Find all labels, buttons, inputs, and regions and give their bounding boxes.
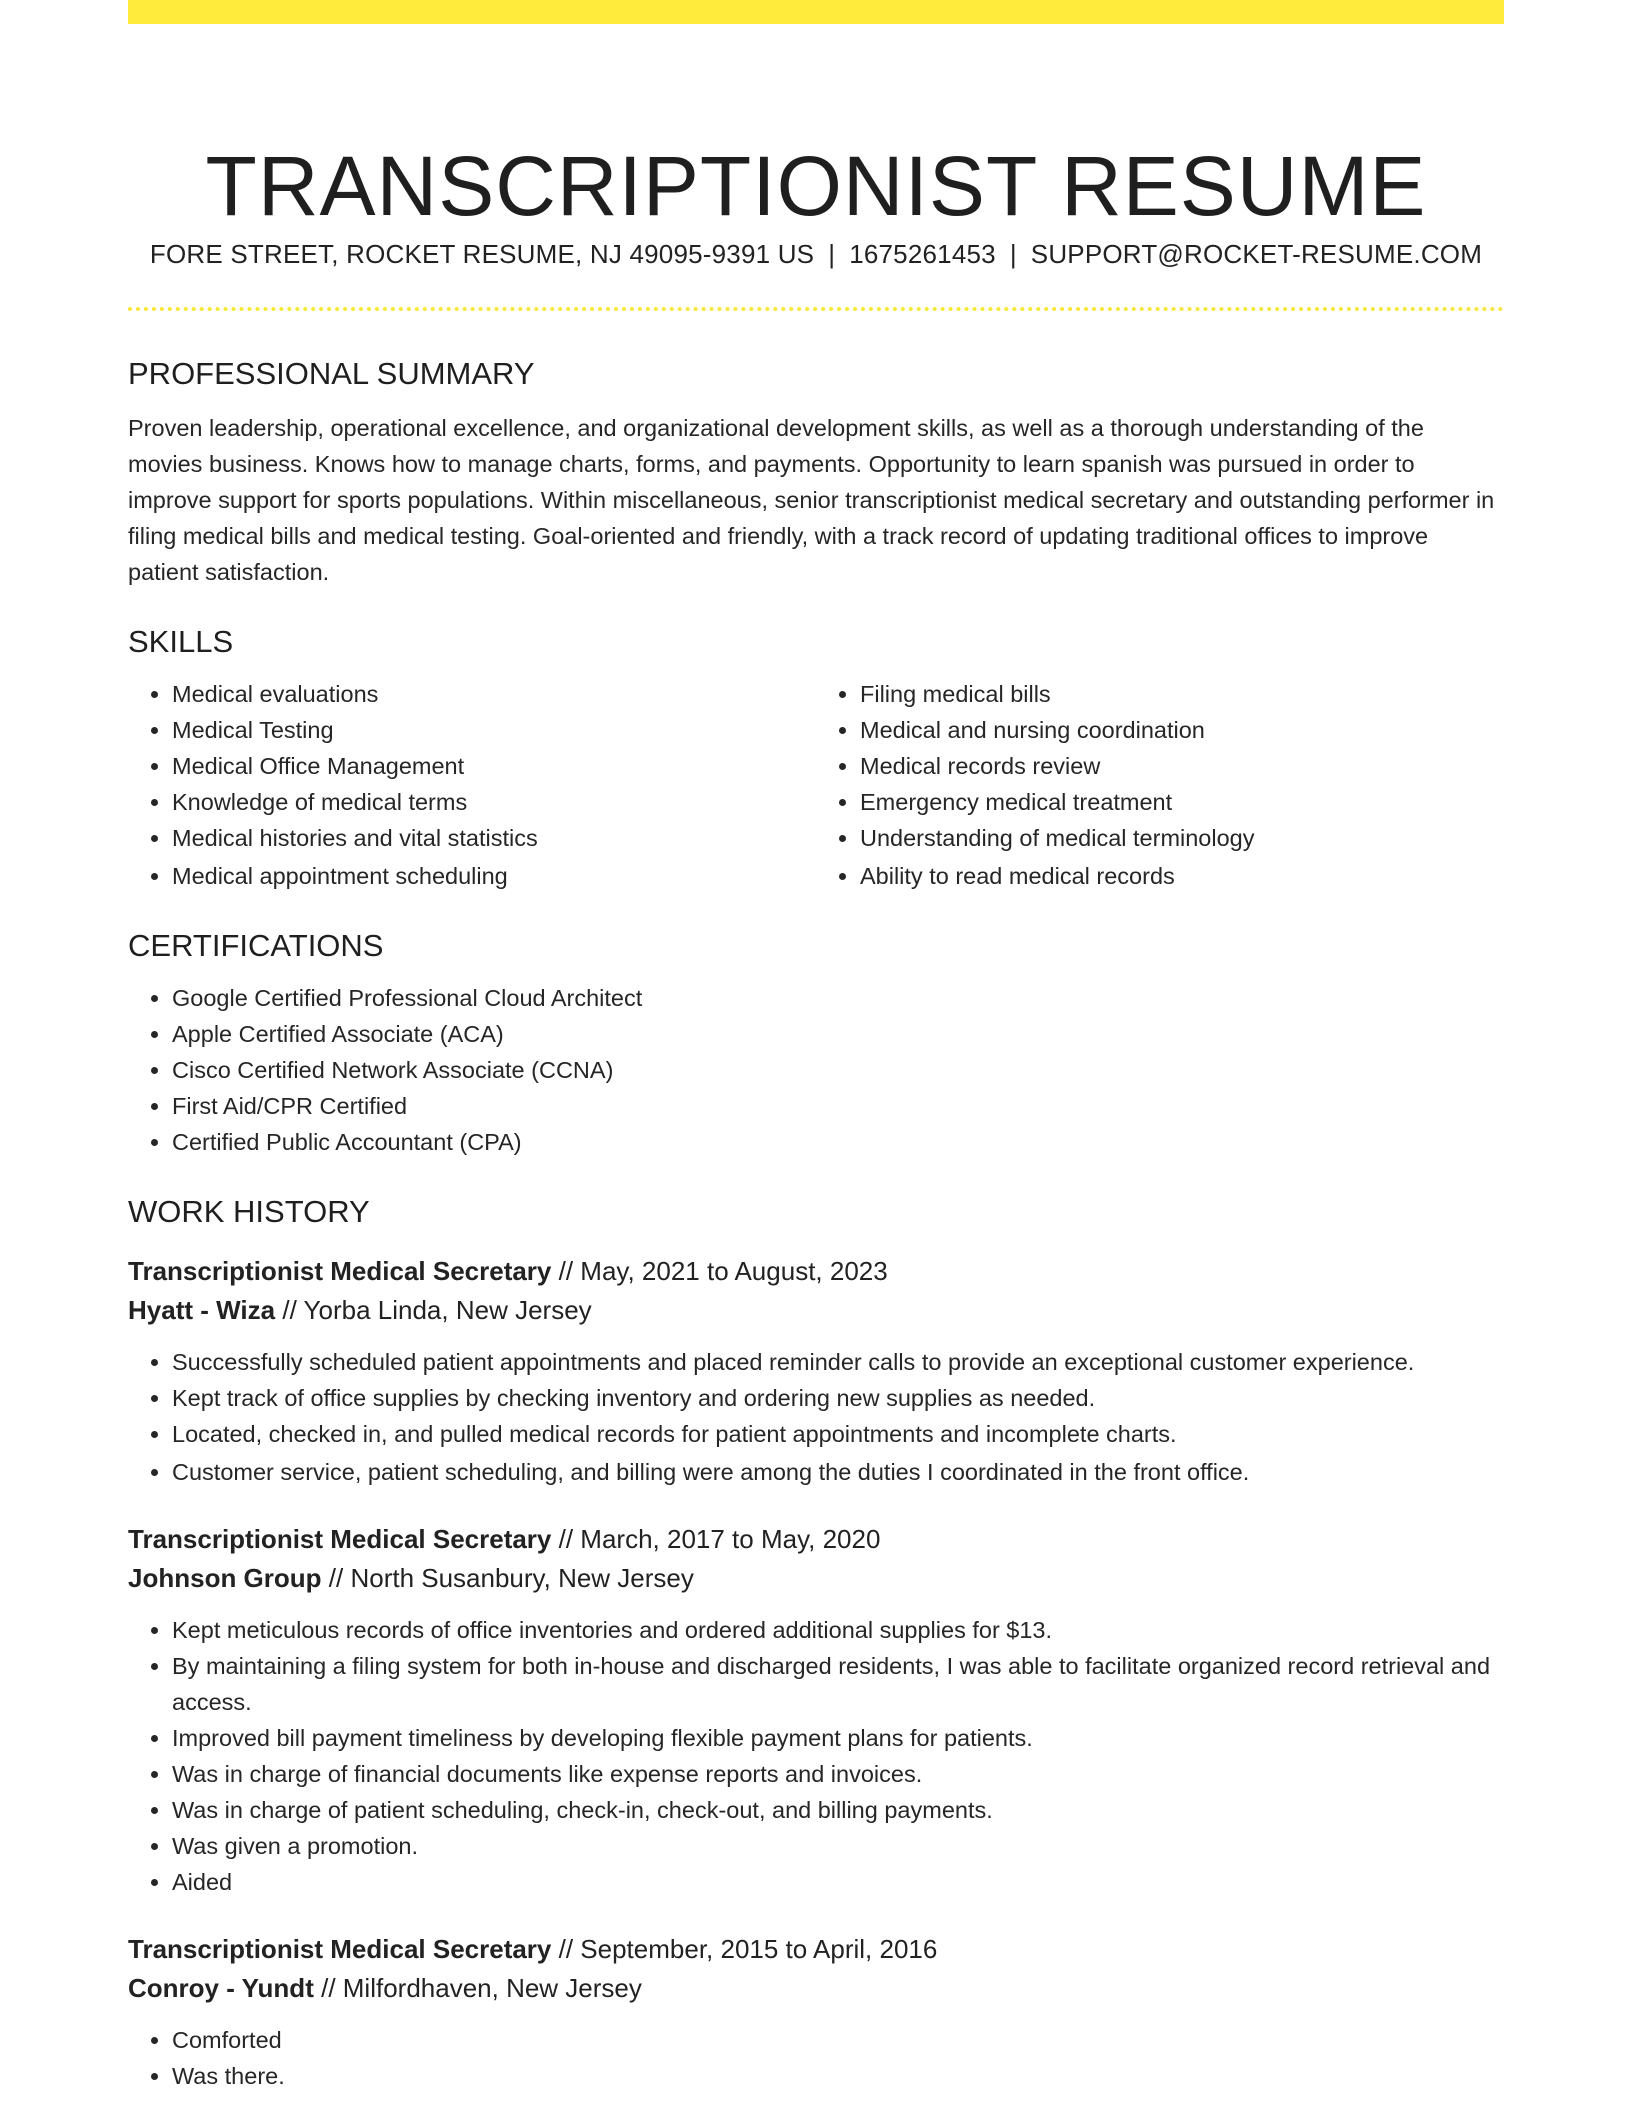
skill-item: • Filing medical bills — [860, 676, 1504, 712]
contact-line — [128, 236, 1504, 272]
certifications-section — [128, 924, 1504, 1160]
skill-item: • Medical Office Management — [172, 748, 816, 784]
job-bullet: • Improved bill payment timeliness by developing flexible payment plans for patients. — [172, 1720, 1504, 1756]
job-company-line — [128, 1969, 1504, 2008]
resume-title: TRANSCRIPTIONIST RESUME — [205, 139, 1427, 234]
work-history-section — [128, 1190, 1504, 2094]
job-bullet: • Aided — [172, 1864, 1504, 1900]
job-location: // Milfordhaven, New Jersey — [321, 1973, 642, 2003]
skill-item: • Medical Testing — [172, 712, 816, 748]
certification-item: • Apple Certified Associate (ACA) — [172, 1016, 1504, 1052]
job-bullet: • Located, checked in, and pulled medical records for patient appointments and incomplete charts. — [172, 1416, 1504, 1452]
skill-item: • Medical histories and vital statistics — [172, 820, 816, 856]
skill-item: • Knowledge of medical terms — [172, 784, 816, 820]
contact-phone: 1675261453 — [849, 239, 996, 269]
skills-list-left — [128, 676, 816, 894]
job-location: // Yorba Linda, New Jersey — [282, 1295, 592, 1325]
work-history-heading: WORK HISTORY — [128, 1194, 370, 1229]
job-dates: // May, 2021 to August, 2023 — [558, 1256, 888, 1286]
certification-item: • Cisco Certified Network Associate (CCNA) — [172, 1052, 1504, 1088]
certifications-heading: CERTIFICATIONS — [128, 928, 384, 963]
skill-item: • Medical appointment scheduling — [172, 858, 816, 894]
certifications-list — [128, 980, 1504, 1160]
job-dates: // September, 2015 to April, 2016 — [558, 1934, 938, 1964]
job-bullet: • Was in charge of financial documents like expense reports and invoices. — [172, 1756, 1504, 1792]
contact-email[interactable]: SUPPORT@ROCKET-RESUME.COM — [1030, 239, 1483, 269]
job-title: Transcriptionist Medical Secretary — [128, 1524, 552, 1554]
contact-address: FORE STREET, ROCKET RESUME, NJ 49095-9391 US — [149, 239, 815, 269]
job-dates: // March, 2017 to May, 2020 — [558, 1524, 881, 1554]
job-bullet: • By maintaining a filing system for both in-house and discharged residents, I was able to facilitate organized record retrieval and access. — [172, 1648, 1504, 1720]
skills-columns — [128, 664, 1504, 894]
certification-item: • First Aid/CPR Certified — [172, 1088, 1504, 1124]
job-bullet: • Kept meticulous records of office inventories and ordered additional supplies for $13. — [172, 1612, 1504, 1648]
skill-item: • Medical evaluations — [172, 676, 816, 712]
summary-section — [128, 352, 1504, 590]
job-bullet: • Successfully scheduled patient appointments and placed reminder calls to provide an exceptional customer experience. — [172, 1344, 1504, 1380]
certification-item: • Certified Public Accountant (CPA) — [172, 1124, 1504, 1160]
job-title-line — [128, 1252, 1504, 1291]
job-title: Transcriptionist Medical Secretary — [128, 1934, 552, 1964]
certification-item: • Google Certified Professional Cloud Architect — [172, 980, 1504, 1016]
job-title: Transcriptionist Medical Secretary — [128, 1256, 552, 1286]
job-entry — [128, 1520, 1504, 1900]
skill-item: • Medical and nursing coordination — [860, 712, 1504, 748]
skill-item: • Understanding of medical terminology — [860, 820, 1504, 856]
accent-bar — [128, 0, 1504, 24]
job-title-line — [128, 1520, 1504, 1559]
job-bullet: • Comforted — [172, 2022, 1504, 2058]
job-bullet: • Was in charge of patient scheduling, check-in, check-out, and billing payments. — [172, 1792, 1504, 1828]
resume-body — [128, 352, 1504, 2124]
job-location: // North Susanbury, New Jersey — [328, 1563, 694, 1593]
job-bullet: • Was given a promotion. — [172, 1828, 1504, 1864]
skills-section — [128, 620, 1504, 894]
job-company: Johnson Group — [128, 1563, 322, 1593]
contact-separator: | — [828, 239, 836, 269]
summary-heading: PROFESSIONAL SUMMARY — [128, 356, 535, 391]
job-company: Conroy - Yundt — [128, 1973, 314, 2003]
job-bullet: • Kept track of office supplies by checking inventory and ordering new supplies as needed. — [172, 1380, 1504, 1416]
job-bullets — [128, 1344, 1504, 1490]
skills-list-right — [816, 676, 1504, 894]
job-bullet: • Was there. — [172, 2058, 1504, 2094]
job-company: Hyatt - Wiza — [128, 1295, 276, 1325]
job-company-line — [128, 1559, 1504, 1598]
job-bullets — [128, 2022, 1504, 2094]
summary-text: Proven leadership, operational excellence, and organizational development skills, as well as a thorough understanding of the movies business. Knows how to manage charts, forms, and payments. Opportunity to learn spanish was pursued in order to improve support for sports populations. Within miscellaneous, senior transcriptionist medical secretary and outstanding performer in filing medical bills and medical testing. Goal-oriented and friendly, with a track record of updating traditional offices to improve patient satisfaction. — [128, 415, 1495, 585]
job-title-line — [128, 1930, 1504, 1969]
skill-item: • Medical records review — [860, 748, 1504, 784]
dotted-divider — [128, 307, 1504, 311]
job-company-line — [128, 1291, 1504, 1330]
skills-heading: SKILLS — [128, 624, 234, 659]
job-bullets — [128, 1612, 1504, 1900]
job-bullet: • Customer service, patient scheduling, and billing were among the duties I coordinated in the front office. — [172, 1454, 1504, 1490]
skill-item: • Ability to read medical records — [860, 858, 1504, 894]
job-entry — [128, 1252, 1504, 1490]
contact-separator: | — [1009, 239, 1017, 269]
skill-item: • Emergency medical treatment — [860, 784, 1504, 820]
job-entry — [128, 1930, 1504, 2094]
